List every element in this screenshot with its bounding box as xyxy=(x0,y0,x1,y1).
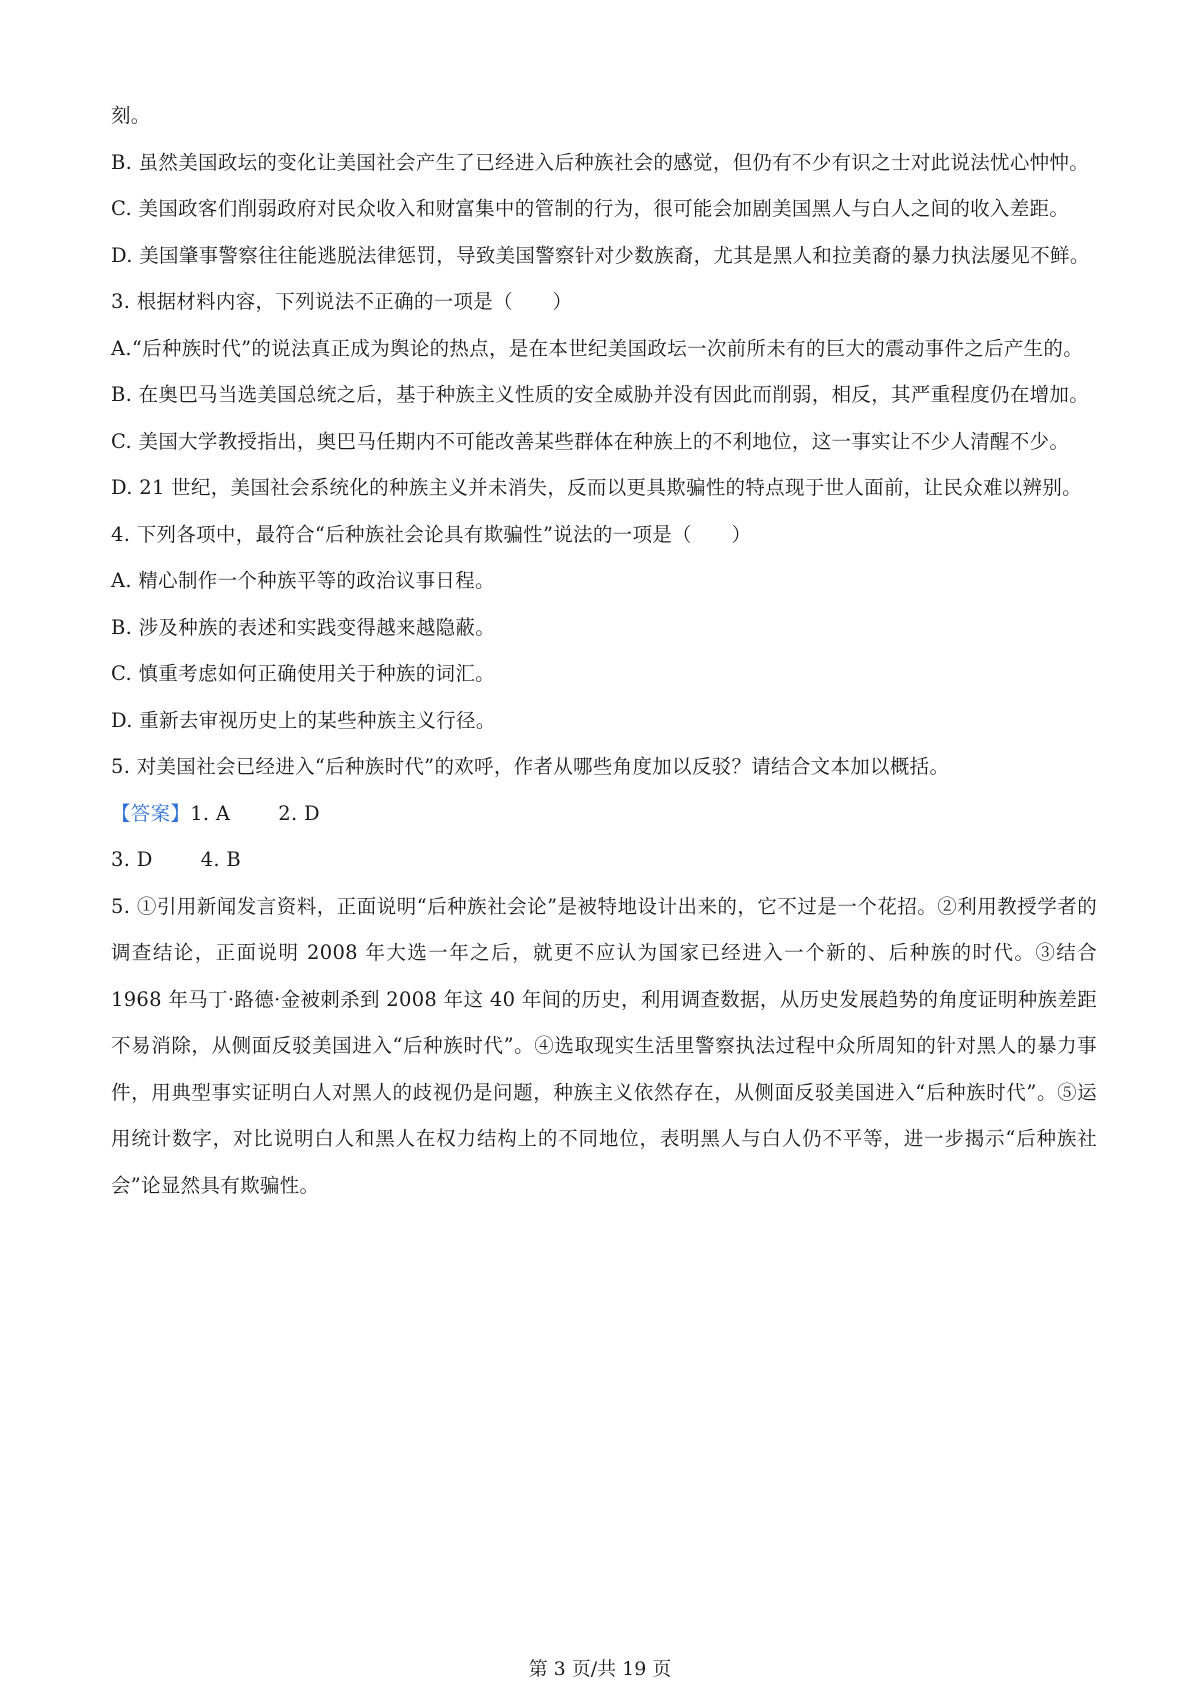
question-3-option-d: D. 21 世纪，美国社会系统化的种族主义并未消失，反而以更具欺骗性的特点现于世人面前，让民众难以辨别。 xyxy=(111,476,1082,499)
answer-5: 5. ①引用新闻发言资料，正面说明“后种族社会论”是被特地设计出来的，它不过是一个花招。②利用教授学者的调查结论，正面说明 2008 年大选一年之后，就更不应认为国家已经进入一个新的、后种族的时代。③结合 1968 年马丁·路德·金被刺杀到 2008 年这 40 年间的历史，利用调查数据，从历史发展趋势的角度证明种族差距不易消除，从侧面反驳美国进入“后种族时代”。④选取现实生活里警察执法过程中众所周知的针对黑人的暴力事件，用典型事实证明白人对黑人的歧视仍是问题，种族主义依然存在，从侧面反驳美国进入“后种族时代”。⑤运用统计数字，对比说明白人和黑人在权力结构上的不同地位，表明黑人与白人仍不平等，进一步揭示“后种族社会”论显然具有欺骗性。 xyxy=(111,894,1097,1197)
answer-4: 4. B xyxy=(200,848,241,871)
answer-2: 2. D xyxy=(278,801,320,825)
question-3-option-c: C. 美国大学教授指出，奥巴马任期内不可能改善某些群体在种族上的不利地位，这一事实让不少人清醒不少。 xyxy=(111,429,1070,453)
option-b: B. 虽然美国政坛的变化让美国社会产生了已经进入后种族社会的感觉，但仍有不少有识之士对此说法忧心忡忡。 xyxy=(111,150,1090,174)
option-d: D. 美国肇事警察往往能逃脱法律惩罚，导致美国警察针对少数族裔，尤其是黑人和拉美裔的暴力执法屡见不鲜。 xyxy=(111,243,1090,267)
answer-label: 【答案】 xyxy=(111,801,191,825)
question-4-option-a: A. 精心制作一个种族平等的政治议事日程。 xyxy=(111,569,495,592)
page-number: 第 3 页/共 19 页 xyxy=(528,1658,672,1680)
text-line: 刻。 xyxy=(111,104,151,127)
question-3-option-a: A.“后种族时代”的说法真正成为舆论的热点，是在本世纪美国政坛一次前所未有的巨大的震动事件之后产生的。 xyxy=(111,336,1084,360)
answer-line-2 xyxy=(111,837,1097,884)
answer-1: 1. A xyxy=(190,801,231,825)
question-5: 5. 对美国社会已经进入“后种族时代”的欢呼，作者从哪些角度加以反驳？请结合文本加以概括。 xyxy=(111,755,950,778)
answer-line-1 xyxy=(111,791,1097,838)
question-4: 4. 下列各项中，最符合“后种族社会论具有欺骗性”说法的一项是（ ） xyxy=(111,522,752,546)
question-4-option-d: D. 重新去审视历史上的某些种族主义行径。 xyxy=(111,708,496,732)
question-3-option-b: B. 在奥巴马当选美国总统之后，基于种族主义性质的安全威胁并没有因此而削弱，相反，其严重程度仍在增加。 xyxy=(111,383,1090,406)
page-content xyxy=(111,93,1097,1209)
question-4-option-c: C. 慎重考虑如何正确使用关于种族的词汇。 xyxy=(111,662,495,685)
option-c: C. 美国政客们削弱政府对民众收入和财富集中的管制的行为，很可能会加剧美国黑人与白人之间的收入差距。 xyxy=(111,197,1070,220)
question-3: 3. 根据材料内容，下列说法不正确的一项是（ ） xyxy=(111,290,573,313)
answer-3: 3. D xyxy=(111,848,153,871)
question-4-option-b: B. 涉及种族的表述和实践变得越来越隐蔽。 xyxy=(111,615,496,639)
